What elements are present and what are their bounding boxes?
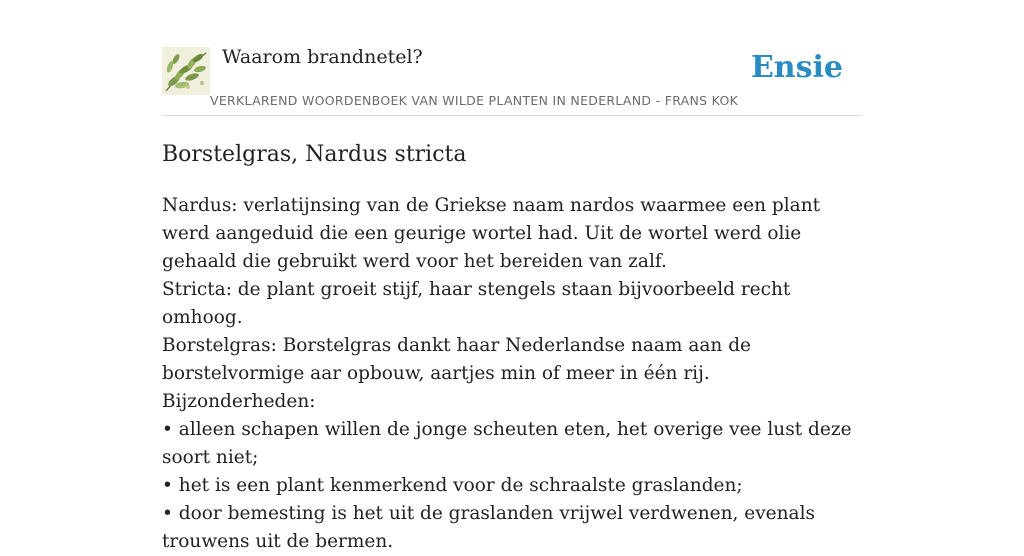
entry-paragraph-borstelgras: Borstelgras: Borstelgras dankt haar Nederlandse naam aan de borstelvormige aar opbouw, aartjes min of meer in één rij. — [162, 335, 752, 384]
entry-bullet-item: • het is een plant kenmerkend voor de schraalste graslanden; — [162, 475, 743, 496]
entry-bullet-item: • door bemesting is het uit de graslanden vrijwel verdwenen, evenals trouwens uit de bermen. — [162, 503, 815, 552]
entry-body — [162, 192, 862, 556]
site-title[interactable]: Waarom brandnetel? — [222, 46, 423, 68]
entry-content — [162, 140, 862, 556]
entry-paragraph-stricta: Stricta: de plant groeit stijf, haar stengels staan bijvoorbeeld recht omhoog. — [162, 279, 791, 328]
brand-logo[interactable]: Ensie — [750, 50, 843, 85]
entry-paragraph-bijzonderheden: Bijzonderheden: — [162, 391, 316, 412]
entry-bullet-item: • alleen schapen willen de jonge scheuten eten, het overige vee lust deze soort niet; — [162, 419, 852, 468]
leaf-illustration-icon[interactable] — [162, 47, 210, 95]
dictionary-subtitle[interactable]: VERKLAREND WOORDENBOEK VAN WILDE PLANTEN IN NEDERLAND - FRANS KOK — [210, 93, 739, 108]
entry-paragraph-nardus: Nardus: verlatijnsing van de Griekse naam nardos waarmee een plant werd aangeduid die een geurige wortel had. Uit de wortel werd olie gehaald die gebruikt werd voor het bereiden van zalf. — [162, 195, 821, 272]
entry-title: Borstelgras, Nardus stricta — [162, 142, 467, 167]
site-header — [162, 0, 862, 116]
